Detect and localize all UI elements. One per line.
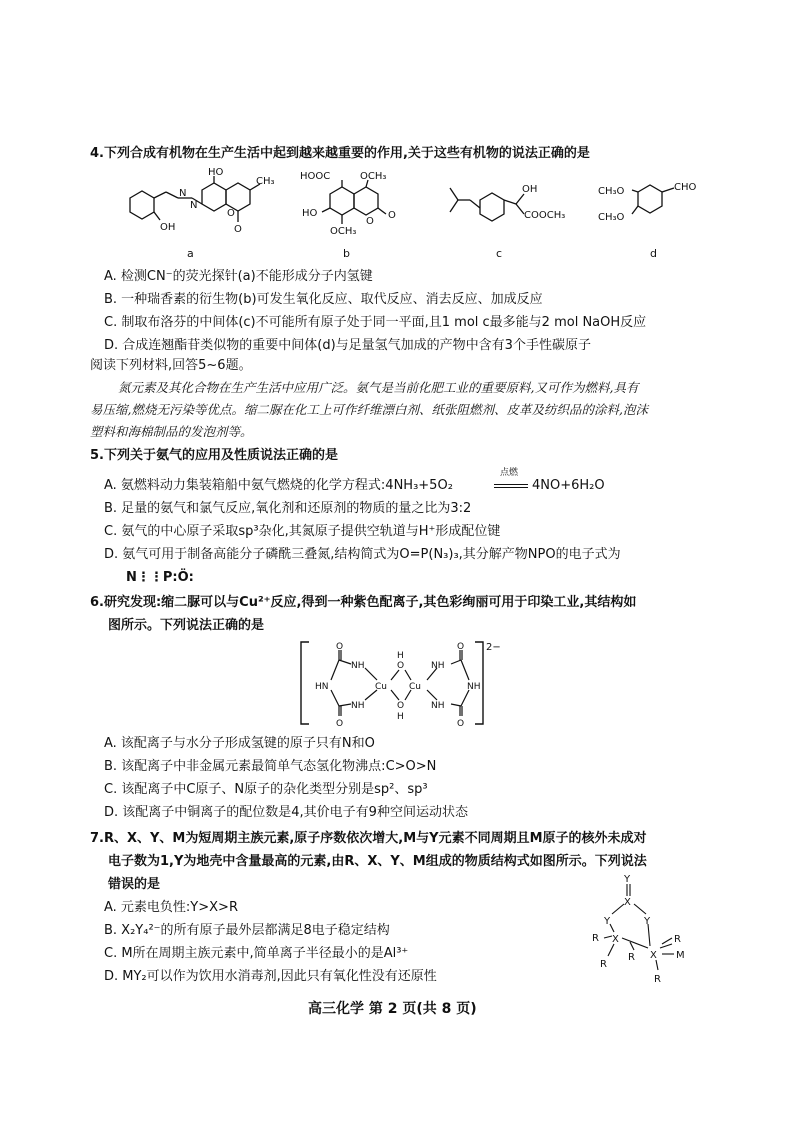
q7-option-d: D. MY₂可以作为饮用水消毒剂,因此只有氧化性没有还原性 xyxy=(104,969,437,984)
q5-option-c: C. 氨气的中心原子采取sp³杂化,其氮原子提供空轨道与H⁺形成配位键 xyxy=(104,524,501,539)
copper-complex-structure xyxy=(295,638,525,730)
m-text: M xyxy=(676,950,685,961)
reading-line-3: 塑料和海棉制品的发泡剂等。 xyxy=(90,424,253,439)
q5-reaction-line-2 xyxy=(494,487,528,488)
q5-stem: 5.下列关于氨气的应用及性质说法正确的是 xyxy=(90,448,338,463)
b-o2-text: O xyxy=(388,210,396,221)
b-och3b-text: OCH₃ xyxy=(330,226,357,237)
q7-option-c: C. M所在周期主族元素中,简单离子半径最小的是Al³⁺ xyxy=(104,946,409,961)
nh1-text: NH xyxy=(351,661,365,671)
r5-text: R xyxy=(654,974,661,985)
b-cooh-text: HOOC xyxy=(300,171,331,182)
q7-stem-3: 错误的是 xyxy=(108,877,161,892)
c-oh-text: OH xyxy=(522,184,538,195)
q7-stem-2: 电子数为1,Y为地壳中含量最高的元素,由R、X、Y、M组成的物质结构式如图所示。下列说法 xyxy=(108,854,647,869)
y-top-text: Y xyxy=(624,874,631,885)
a-o2-text: O xyxy=(234,224,242,235)
x-right-text: X xyxy=(650,950,657,961)
x-top-text: X xyxy=(624,897,631,908)
charge-text: 2− xyxy=(486,642,501,653)
q6-option-a: A. 该配离子与水分子形成氢键的原子只有N和O xyxy=(104,736,375,751)
r4-text: R xyxy=(674,934,681,945)
o-top-text: O xyxy=(397,661,405,671)
cu1-text: Cu xyxy=(375,682,387,692)
o-bot-text: O xyxy=(397,701,405,711)
b-o-text: O xyxy=(366,216,374,227)
q4-stem: 4.下列合成有机物在生产生活中起到越来越重要的作用,关于这些有机物的说法正确的是 xyxy=(90,146,590,161)
r1-text: R xyxy=(592,933,599,944)
q5-option-b: B. 足量的氨气和氯气反应,氧化剂和还原剂的物质的量之比为3:2 xyxy=(104,501,472,516)
q6-option-d: D. 该配离子中铜离子的配位数是4,其价电子有9种空间运动状态 xyxy=(104,805,468,820)
label-d: d xyxy=(650,247,657,260)
hn1-text: HN xyxy=(315,682,329,692)
nh4-text: NH xyxy=(431,701,445,711)
structure-c xyxy=(440,168,580,248)
page-footer: 高三化学 第 2 页(共 8 页) xyxy=(308,1001,477,1017)
a-ch3-text: CH₃ xyxy=(256,176,275,187)
label-a: a xyxy=(187,247,194,260)
o3-text: O xyxy=(457,642,465,652)
a-n-text: N xyxy=(179,188,187,199)
q5-electron-formula: N⋮⋮P:Ö: xyxy=(126,570,194,585)
rxym-structure xyxy=(578,872,708,988)
a-n2-text: N xyxy=(190,200,198,211)
q7-option-a: A. 元素电负性:Y>X>R xyxy=(104,900,238,915)
a-ho-text: HO xyxy=(208,167,224,178)
b-och3-text: OCH₃ xyxy=(360,171,387,182)
q5-option-d: D. 氨气可用于制备高能分子磷酰三叠氮,结构简式为O=P(N₃)₃,其分解产物NPO的电子式为 xyxy=(104,547,621,562)
o4-text: O xyxy=(457,719,465,729)
q5-option-a-post: 4NO+6H₂O xyxy=(532,478,605,493)
q5-option-a-pre: A. 氨燃料动力集装箱船中氨气燃烧的化学方程式:4NH₃+5O₂ xyxy=(104,478,453,493)
q5-reaction-line xyxy=(494,484,528,485)
reading-line-2: 易压缩,燃烧无污染等优点。缩二脲在化工上可作纤维漂白剂、纸张阻燃剂、皮革及纺织品的涂料,泡沫 xyxy=(90,402,648,417)
q6-stem-1: 6.研究发现:缩二脲可以与Cu²⁺反应,得到一种紫色配离子,其色彩绚丽可用于印染工业,其结构如 xyxy=(90,595,637,610)
b-ho-text: HO xyxy=(302,208,318,219)
reading-line-1: 氮元素及其化合物在生产生活中应用广泛。氨气是当前化肥工业的重要原料,又可作为燃料,具有 xyxy=(118,380,639,395)
y-left-text: Y xyxy=(604,916,611,927)
q5-option-a-condition: 点燃 xyxy=(500,468,519,478)
d-cho-text: CHO xyxy=(674,182,697,193)
c-cooch3-text: COOCH₃ xyxy=(524,210,566,221)
r2-text: R xyxy=(600,959,607,970)
q6-option-c: C. 该配离子中C原子、N原子的杂化类型分别是sp²、sp³ xyxy=(104,782,428,797)
structure-b xyxy=(290,168,420,248)
q4-option-d: D. 合成连翘酯苷类似物的重要中间体(d)与足量氢气加成的产物中含有3个手性碳原子 xyxy=(104,338,591,353)
y-right-text: Y xyxy=(644,916,651,927)
d-ch3o2-text: CH₃O xyxy=(598,212,625,223)
nh3-text: NH xyxy=(431,661,445,671)
cu2-text: Cu xyxy=(409,682,421,692)
q4-option-a: A. 检测CN⁻的荧光探针(a)不能形成分子内氢键 xyxy=(104,269,373,284)
x-left-text: X xyxy=(612,934,619,945)
a-oh-text: OH xyxy=(160,222,176,233)
label-c: c xyxy=(496,247,503,260)
q7-option-b: B. X₂Y₄²⁻的所有原子最外层都满足8电子稳定结构 xyxy=(104,923,390,938)
h-top-text: H xyxy=(397,651,404,661)
o2-text: O xyxy=(336,719,344,729)
r3-text: R xyxy=(628,952,635,963)
reading-intro: 阅读下列材料,回答5~6题。 xyxy=(90,358,252,373)
o1-text: O xyxy=(336,642,344,652)
q4-option-b: B. 一种瑞香素的衍生物(b)可发生氧化反应、取代反应、消去反应、加成反应 xyxy=(104,292,543,307)
q6-stem-2: 图所示。下列说法正确的是 xyxy=(108,618,265,633)
structure-d xyxy=(596,168,716,248)
structure-a xyxy=(110,167,275,248)
q4-option-c: C. 制取布洛芬的中间体(c)不可能所有原子处于同一平面,且1 mol c最多能与2 mol NaOH反应 xyxy=(104,315,647,330)
q6-option-b: B. 该配离子中非金属元素最简单气态氢化物沸点:C>O>N xyxy=(104,759,437,774)
q7-stem-1: 7.R、X、Y、M为短周期主族元素,原子序数依次增大,M与Y元素不同周期且M原子的核外未成对 xyxy=(90,831,647,846)
h-bot-text: H xyxy=(397,712,404,722)
a-o-text: O xyxy=(227,208,235,219)
d-ch3o1-text: CH₃O xyxy=(598,186,625,197)
nh2-text: NH xyxy=(351,701,365,711)
nh5-text: NH xyxy=(467,682,481,692)
label-b: b xyxy=(343,247,350,260)
